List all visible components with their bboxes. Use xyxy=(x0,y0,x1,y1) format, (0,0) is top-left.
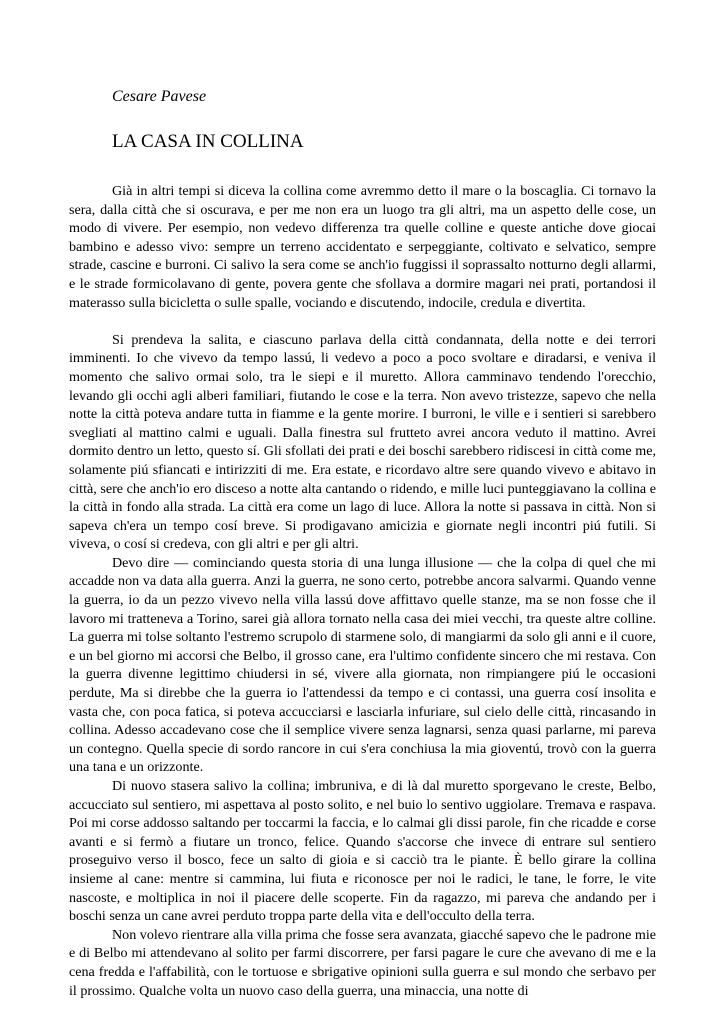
document-page xyxy=(69,85,656,1000)
book-title: LA CASA IN COLLINA xyxy=(112,131,304,152)
paragraph: Devo dire — cominciando questa storia di una lunga illusione — che la colpa di quel che mi accadde non va data alla guerra. Anzi la guerra, ne sono certo, potrebbe ancora salvarmi. Quando venne la guerra, io da un pezzo vivevo nella villa lassú dove affittavo quelle stanze, ma se non fosse che il lavoro mi tratteneva a Torino, sarei già allora tornato nella casa dei miei vecchi, tra queste altre colline. La guerra mi tolse soltanto l'estremo scrupolo di starmene solo, di mangiarmi da solo gli anni e il cuore, e un bel giorno mi accorsi che Belbo, il grosso cane, era l'ultimo confidente sincero che mi restava. Con la guerra divenne legittimo chiudersi in sé, vivere alla giornata, non rimpiangere piú le occasioni perdute, Ma si direbbe che la guerra io l'attendessi da tempo e ci contassi, una guerra cosí insolita e vasta che, con poca fatica, si poteva accucciarsi e lasciarla infuriare, sul cielo delle città, rincasando in collina. Adesso accadevano cose che il semplice vivere senza lagnarsi, senza quasi parlarne, mi pareva un contegno. Quella specie di sordo rancore in cui s'era conchiusa la mia gioventú, trovò con la guerra una tana e un orizzonte. xyxy=(69,554,656,776)
body-text xyxy=(69,182,656,1000)
paragraph: Non volevo rientrare alla villa prima che fosse sera avanzata, giacché sapevo che le padrone mie e di Belbo mi attendevano al solito per farmi discorrere, per farsi pagare le cure che avevano di me e la cena fredda e l'affabilità, con le tortuose e sbrigative opinioni sulla guerra e sul mondo che serbavo per il prossimo. Qualche volta un nuovo caso della guerra, una minaccia, una notte di xyxy=(69,926,656,999)
paragraph: Già in altri tempi si diceva la collina come avremmo detto il mare o la boscaglia. Ci tornavo la sera, dalla città che si oscurava, e per me non era un luogo tra gli altri, ma un aspetto delle cose, un modo di vivere. Per esempio, non vedevo differenza tra quelle colline e queste antiche dove giocai bambino e adesso vivo: sempre un terreno accidentato e serpeggiante, coltivato e selvatico, sempre strade, cascine e burroni. Ci salivo la sera come se anch'io fuggissi il soprassalto notturno degli allarmi, e le strade formicolavano di gente, povera gente che sfollava a dormire magari nei prati, portandosi il materasso sulla bicicletta o sulle spalle, vociando e discutendo, indocile, credula e divertita. xyxy=(69,183,656,311)
paragraph: Si prendeva la salita, e ciascuno parlava della città condannata, della notte e dei terrori imminenti. Io che vivevo da tempo lassú, li vedevo a poco a poco svoltare e diradarsi, e veniva il momento che salivo ormai solo, tra le siepi e il muretto. Allora camminavo tendendo l'orecchio, levando gli occhi agli alberi familiari, fiutando le cose e la terra. Non avevo tristezze, sapevo che nella notte la città poteva andare tutta in fiamme e la gente morire. I burroni, le ville e i sentieri si sarebbero svegliati al mattino calmi e uguali. Dalla finestra sul frutteto avrei ancora veduto il mattino. Avrei dormito dentro un letto, questo sí. Gli sfollati dei prati e dei boschi sarebbero ridiscesi in città come me, solamente piú sfiancati e intirizziti di me. Era estate, e ricordavo altre sere quando vivevo e abitavo in città, sere che anch'io ero disceso a notte alta cantando o ridendo, e mille luci punteggiavano la collina e la città in fondo alla strada. La città era come un lago di luce. Allora la notte si passava in città. Non si sapeva ch'era un tempo cosí breve. Si prodigavano amicizia e giornate negli incontri piú futili. Si viveva, o cosí si credeva, con gli altri e per gli altri. xyxy=(69,331,656,553)
author-name: Cesare Pavese xyxy=(112,88,207,105)
paragraph: Di nuovo stasera salivo la collina; imbruniva, e di là dal muretto sporgevano le creste, Belbo, accucciato sul sentiero, mi aspettava al posto solito, e nel buio lo sentivo uggiolare. Tremava e raspava. Poi mi corse addosso saltando per toccarmi la faccia, e lo calmai gli dissi parole, fin che ricadde e corse avanti e si fermò a fiutare un tronco, felice. Quando s'accorse che invece di entrare sul sentiero proseguivo verso il bosco, fece un salto di gioia e si cacciò tra le piante. È bello girare la collina insieme al cane: mentre si cammina, lui fiuta e riconosce per noi le radici, le tane, le forre, le vite nascoste, e moltiplica in noi il piacere delle scoperte. Fin da ragazzo, mi pareva che andando per i boschi senza un cane avrei perduto troppa parte della vita e dell'occulto della terra. xyxy=(69,778,656,925)
